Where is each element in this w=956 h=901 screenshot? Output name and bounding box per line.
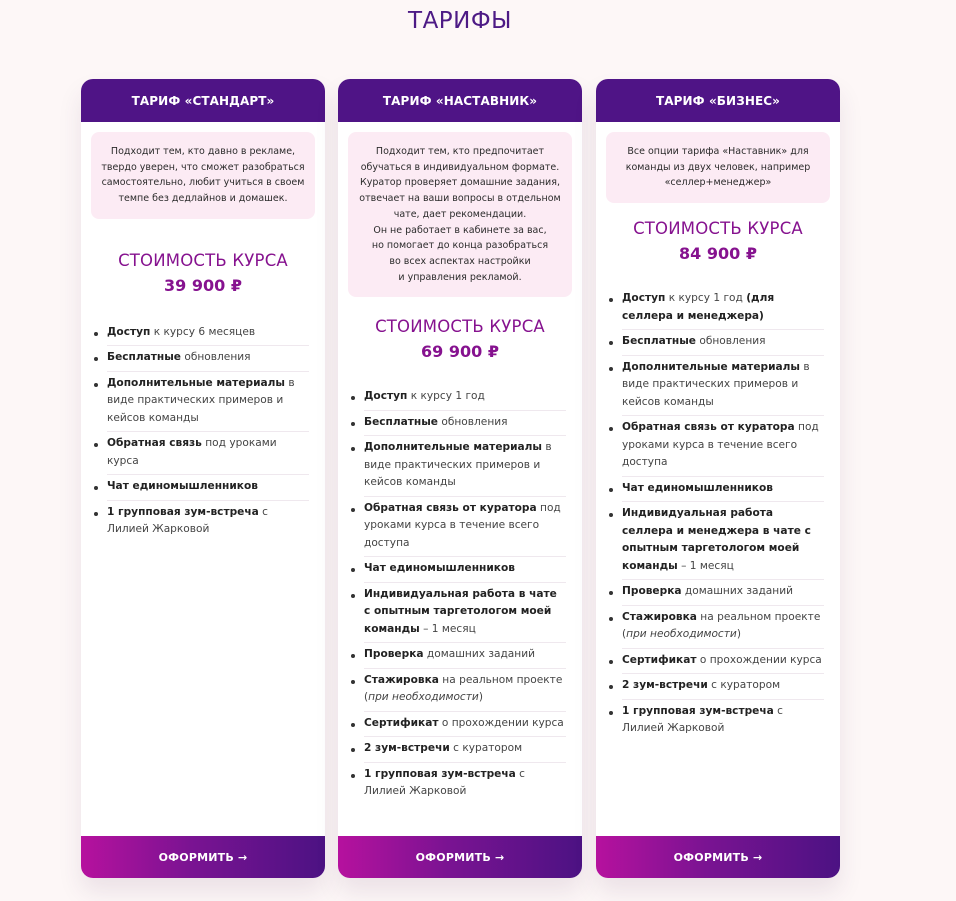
plan-description [91,132,315,219]
feature-text: на реальном проекте ( [622,610,821,641]
feature-text: под уроками курса [107,437,277,467]
description-line: Куратор проверяет домашние задания, [360,177,560,189]
feature-title: Обратная связь от куратора [364,501,537,514]
feature-item [622,287,824,330]
feature-title: 2 зум-встречи [364,742,450,755]
description-line: самостоятельно, любит учиться в своем [101,177,305,189]
feature-text: в виде практических примеров и кейсов команды [622,360,810,408]
feature-text: под уроками курса в течение всего доступа [622,421,819,469]
feature-title: Проверка [364,648,424,661]
feature-item [364,436,566,497]
feature-item [622,606,824,649]
feature-title: 1 групповая зум-встреча [107,505,259,518]
price-value: 39 900 ₽ [164,275,242,295]
description-line: Все опции тарифа «Наставник» для [627,146,809,157]
feature-text: к курсу 1 год [407,390,485,403]
feature-item [364,557,566,583]
feature-title: Обратная связь от куратора [622,421,795,434]
description-line: темпе без дедлайнов и домашек. [118,193,288,205]
feature-text: в виде практических примеров и кейсов команды [107,376,295,424]
order-button[interactable]: ОФОРМИТЬ → [338,836,582,878]
feature-list [81,321,325,543]
description-line: обучаться в индивидуальном формате. [360,161,560,173]
description-line: во всех аспектах настройки [389,255,531,267]
description-line: «селлер+менеджер» [664,177,772,189]
feature-text: с Лилией Жарковой [622,704,783,735]
feature-item [622,477,824,503]
feature-item [107,372,309,433]
feature-text: домашних заданий [681,585,793,598]
description-line: Подходит тем, кто давно в рекламе, [110,146,296,157]
price-value: 69 900 ₽ [421,342,499,362]
feature-title: Бесплатные [364,415,438,428]
plan-description [606,132,830,203]
feature-text: в виде практических примеров и кейсов команды [364,441,552,489]
feature-text-tail: ) [478,691,483,704]
description-line: команды из двух человек, например [625,161,811,173]
feature-text: – 1 месяц [677,559,734,572]
feature-text: – 1 месяц [419,622,476,635]
feature-title: Стажировка [364,673,439,686]
feature-title: Дополнительные материалы [364,441,542,454]
feature-item [107,346,309,372]
feature-text: с Лилией Жарковой [364,767,525,798]
order-button[interactable]: ОФОРМИТЬ → [81,836,325,878]
feature-text: с Лилией Жарковой [107,505,268,536]
description-line: Подходит тем, кто предпочитает [375,146,545,157]
feature-item [364,737,566,763]
description-line: и управления рекламой. [398,271,522,283]
feature-item [364,712,566,738]
feature-item [364,763,566,805]
feature-title: Сертификат [364,716,439,729]
feature-title: Стажировка [622,610,697,623]
feature-text: обновления [696,335,766,348]
feature-item [364,643,566,669]
feature-title: Дополнительные материалы [622,360,800,373]
feature-text: о прохождении курса [696,653,822,666]
feature-list [338,385,582,805]
price-label: СТОИМОСТЬ КУРСА [633,219,803,239]
feature-item [622,330,824,356]
feature-text: с куратором [449,742,523,755]
description-line: но помогает до конца разобраться [371,240,549,252]
feature-title: Индивидуальная работа в чате с опытным таргетологом моей команды [364,587,557,635]
description-line: твердо уверен, что сможет разобраться [101,161,305,173]
feature-title: Бесплатные [622,335,696,348]
feature-text: домашних заданий [423,648,535,661]
feature-text: о прохождении курса [438,716,564,729]
feature-item [622,502,824,580]
price-label: СТОИМОСТЬ КУРСА [375,317,545,337]
order-button[interactable]: ОФОРМИТЬ → [596,836,840,878]
plan-title: ТАРИФ «СТАНДАРТ» [81,79,325,122]
feature-item [364,385,566,411]
feature-text: к курсу 6 месяцев [150,325,256,338]
feature-title: 1 групповая зум-встреча [622,704,774,717]
feature-title: Чат единомышленников [622,481,773,494]
feature-item [107,432,309,475]
feature-item [364,497,566,558]
feature-item [622,580,824,606]
feature-text: с куратором [707,679,781,692]
feature-item [622,649,824,675]
feature-title: Проверка [622,585,682,598]
feature-title-extra: (для селлера и менеджера) [622,292,775,322]
description-line: Он не работает в кабинете за вас, [373,224,547,236]
feature-text: обновления [438,415,508,428]
plan-card-mentor [338,79,582,878]
feature-title: Бесплатные [107,351,181,364]
feature-item [107,501,309,543]
feature-title: Чат единомышленников [107,480,258,493]
page-title: ТАРИФЫ [408,8,512,34]
feature-title: Доступ [107,325,151,338]
feature-title: 1 групповая зум-встреча [364,767,516,780]
feature-item [622,356,824,417]
feature-title: Обратная связь [107,437,202,450]
feature-item [622,700,824,742]
feature-text: обновления [181,351,251,364]
feature-item [622,416,824,477]
plan-title: ТАРИФ «НАСТАВНИК» [338,79,582,122]
feature-title: Индивидуальная работа селлера и менеджера в чате с опытным таргетологом моей команды [622,507,811,572]
feature-title: Чат единомышленников [364,562,515,575]
feature-list [596,287,840,742]
feature-text-tail: ) [736,628,741,641]
feature-text: на реальном проекте ( [364,673,563,704]
feature-title: Доступ [364,390,408,403]
description-line: отвечает на ваши вопросы в отдельном [359,193,561,205]
feature-item [364,583,566,644]
feature-title: Дополнительные материалы [107,376,285,389]
feature-title: Доступ [622,292,666,305]
plan-description [348,132,572,297]
feature-item [364,411,566,437]
feature-text: под уроками курса в течение всего доступа [364,501,561,549]
feature-item [107,475,309,501]
plan-title: ТАРИФ «БИЗНЕС» [596,79,840,122]
description-line: чате, дает рекомендации. [393,208,527,220]
price-label: СТОИМОСТЬ КУРСА [118,250,288,270]
feature-title: 2 зум-встречи [622,679,708,692]
price-value: 84 900 ₽ [679,244,757,264]
feature-note: при необходимости [368,691,479,704]
feature-title: Сертификат [622,653,697,666]
plan-card-business [596,79,840,878]
feature-item [622,674,824,700]
feature-item [364,669,566,712]
plan-card-standard [81,79,325,878]
feature-item [107,321,309,347]
feature-note: при необходимости [626,628,737,641]
feature-text: к курсу 1 год [665,292,747,305]
